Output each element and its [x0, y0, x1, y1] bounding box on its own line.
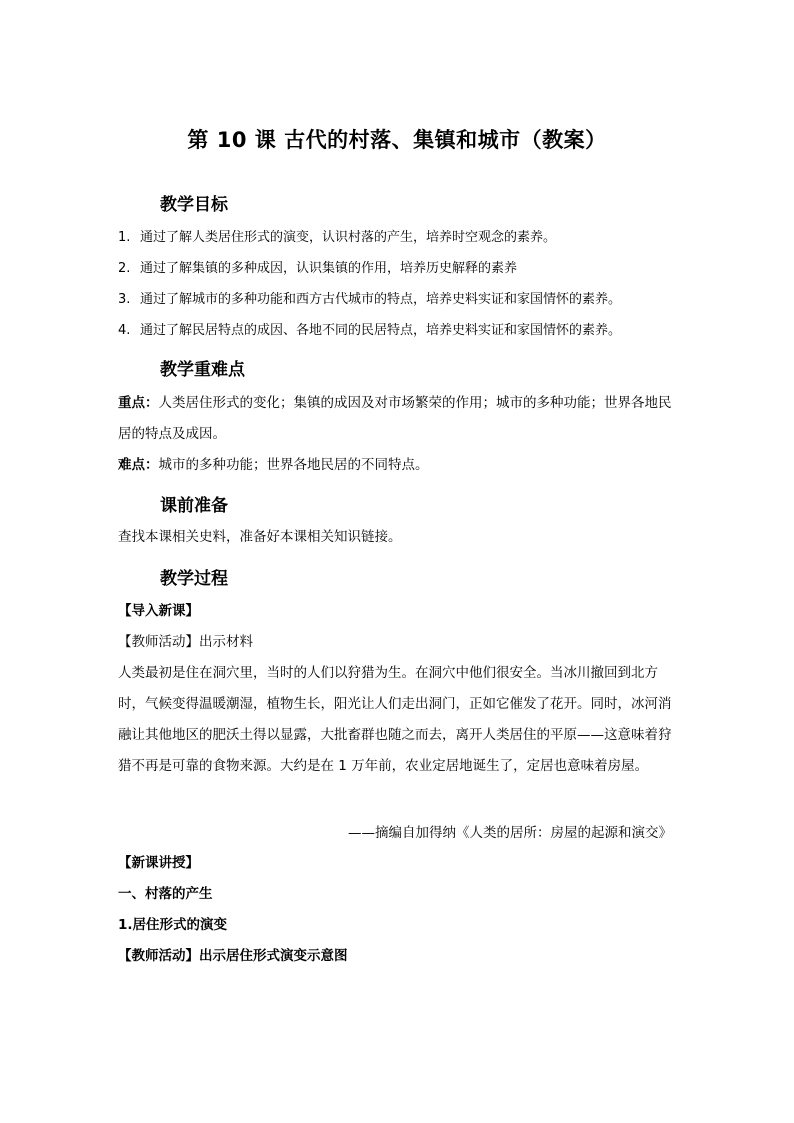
- teacher-activity-1: [118, 627, 678, 658]
- prep-text: 查找本课相关史料，准备好本课相关知识链接。: [118, 529, 402, 545]
- keypoints-heading: 教学重难点: [160, 360, 245, 380]
- teacher-activity-text: 出示材料: [199, 634, 253, 650]
- objective-item-1: [118, 228, 556, 248]
- subsection-1-heading: 1.居住形式的演变: [118, 917, 228, 933]
- teacher-activity-2: 【教师活动】出示居住形式演变示意图: [118, 948, 348, 964]
- new-lesson-label: 【新课讲授】: [118, 855, 199, 871]
- difficult-points-paragraph: [118, 450, 678, 481]
- key-label: 重点：: [118, 395, 159, 411]
- material-source: ——摘编自加得纳《人类的居所：房屋的起源和演交》: [348, 825, 672, 841]
- key-points-paragraph: [118, 388, 678, 450]
- objective-number: 4.: [118, 323, 131, 338]
- objective-text: 通过了解城市的多种功能和西方古代城市的特点，培养史料实证和家国情怀的素养。: [140, 292, 622, 307]
- objective-text: 通过了解集镇的多种成因，认识集镇的作用，培养历史解释的素养: [140, 261, 518, 276]
- objective-number: 3.: [118, 292, 131, 307]
- teacher-activity-label: 【教师活动】: [118, 634, 199, 650]
- difficult-label: 难点：: [118, 457, 159, 473]
- objective-item-2: [118, 259, 517, 279]
- objective-text: 通过了解人类居住形式的演变，认识村落的产生，培养时空观念的素养。: [140, 230, 557, 245]
- difficult-text: 城市的多种功能；世界各地民居的不同特点。: [158, 457, 429, 473]
- prep-heading: 课前准备: [160, 496, 228, 516]
- objective-item-4: [118, 321, 621, 341]
- material-paragraph: 人类最初是住在洞穴里，当时的人们以狩猎为生。在洞穴中他们很安全。当冰川撤回到北方时，气候变得温暖潮湿，植物生长，阳光让人们走出洞门，正如它催发了花开。同时，冰河消融让其他地区的肥沃土得以显露，大批畜群也随之而去，离开人类居住的平原——这意味着狩猎不再是可靠的食物来源。大约是在 1 万年前，农业定居地诞生了，定居也意味着房屋。: [118, 665, 672, 774]
- objective-number: 2.: [118, 261, 131, 276]
- page-title: 第 10 课 古代的村落、集镇和城市（教案）: [187, 128, 607, 152]
- section-1-heading: 一、村落的产生: [118, 886, 213, 902]
- objective-item-3: [118, 290, 621, 310]
- objective-number: 1.: [118, 230, 131, 245]
- process-heading: 教学过程: [160, 569, 228, 589]
- objective-text: 通过了解民居特点的成因、各地不同的民居特点，培养史料实证和家国情怀的素养。: [140, 323, 622, 338]
- intro-label: 【导入新课】: [118, 603, 199, 619]
- key-text: 人类居住形式的变化；集镇的成因及对市场繁荣的作用；城市的多种功能；世界各地民居的特点及成因。: [118, 395, 672, 442]
- objectives-heading: 教学目标: [160, 195, 228, 215]
